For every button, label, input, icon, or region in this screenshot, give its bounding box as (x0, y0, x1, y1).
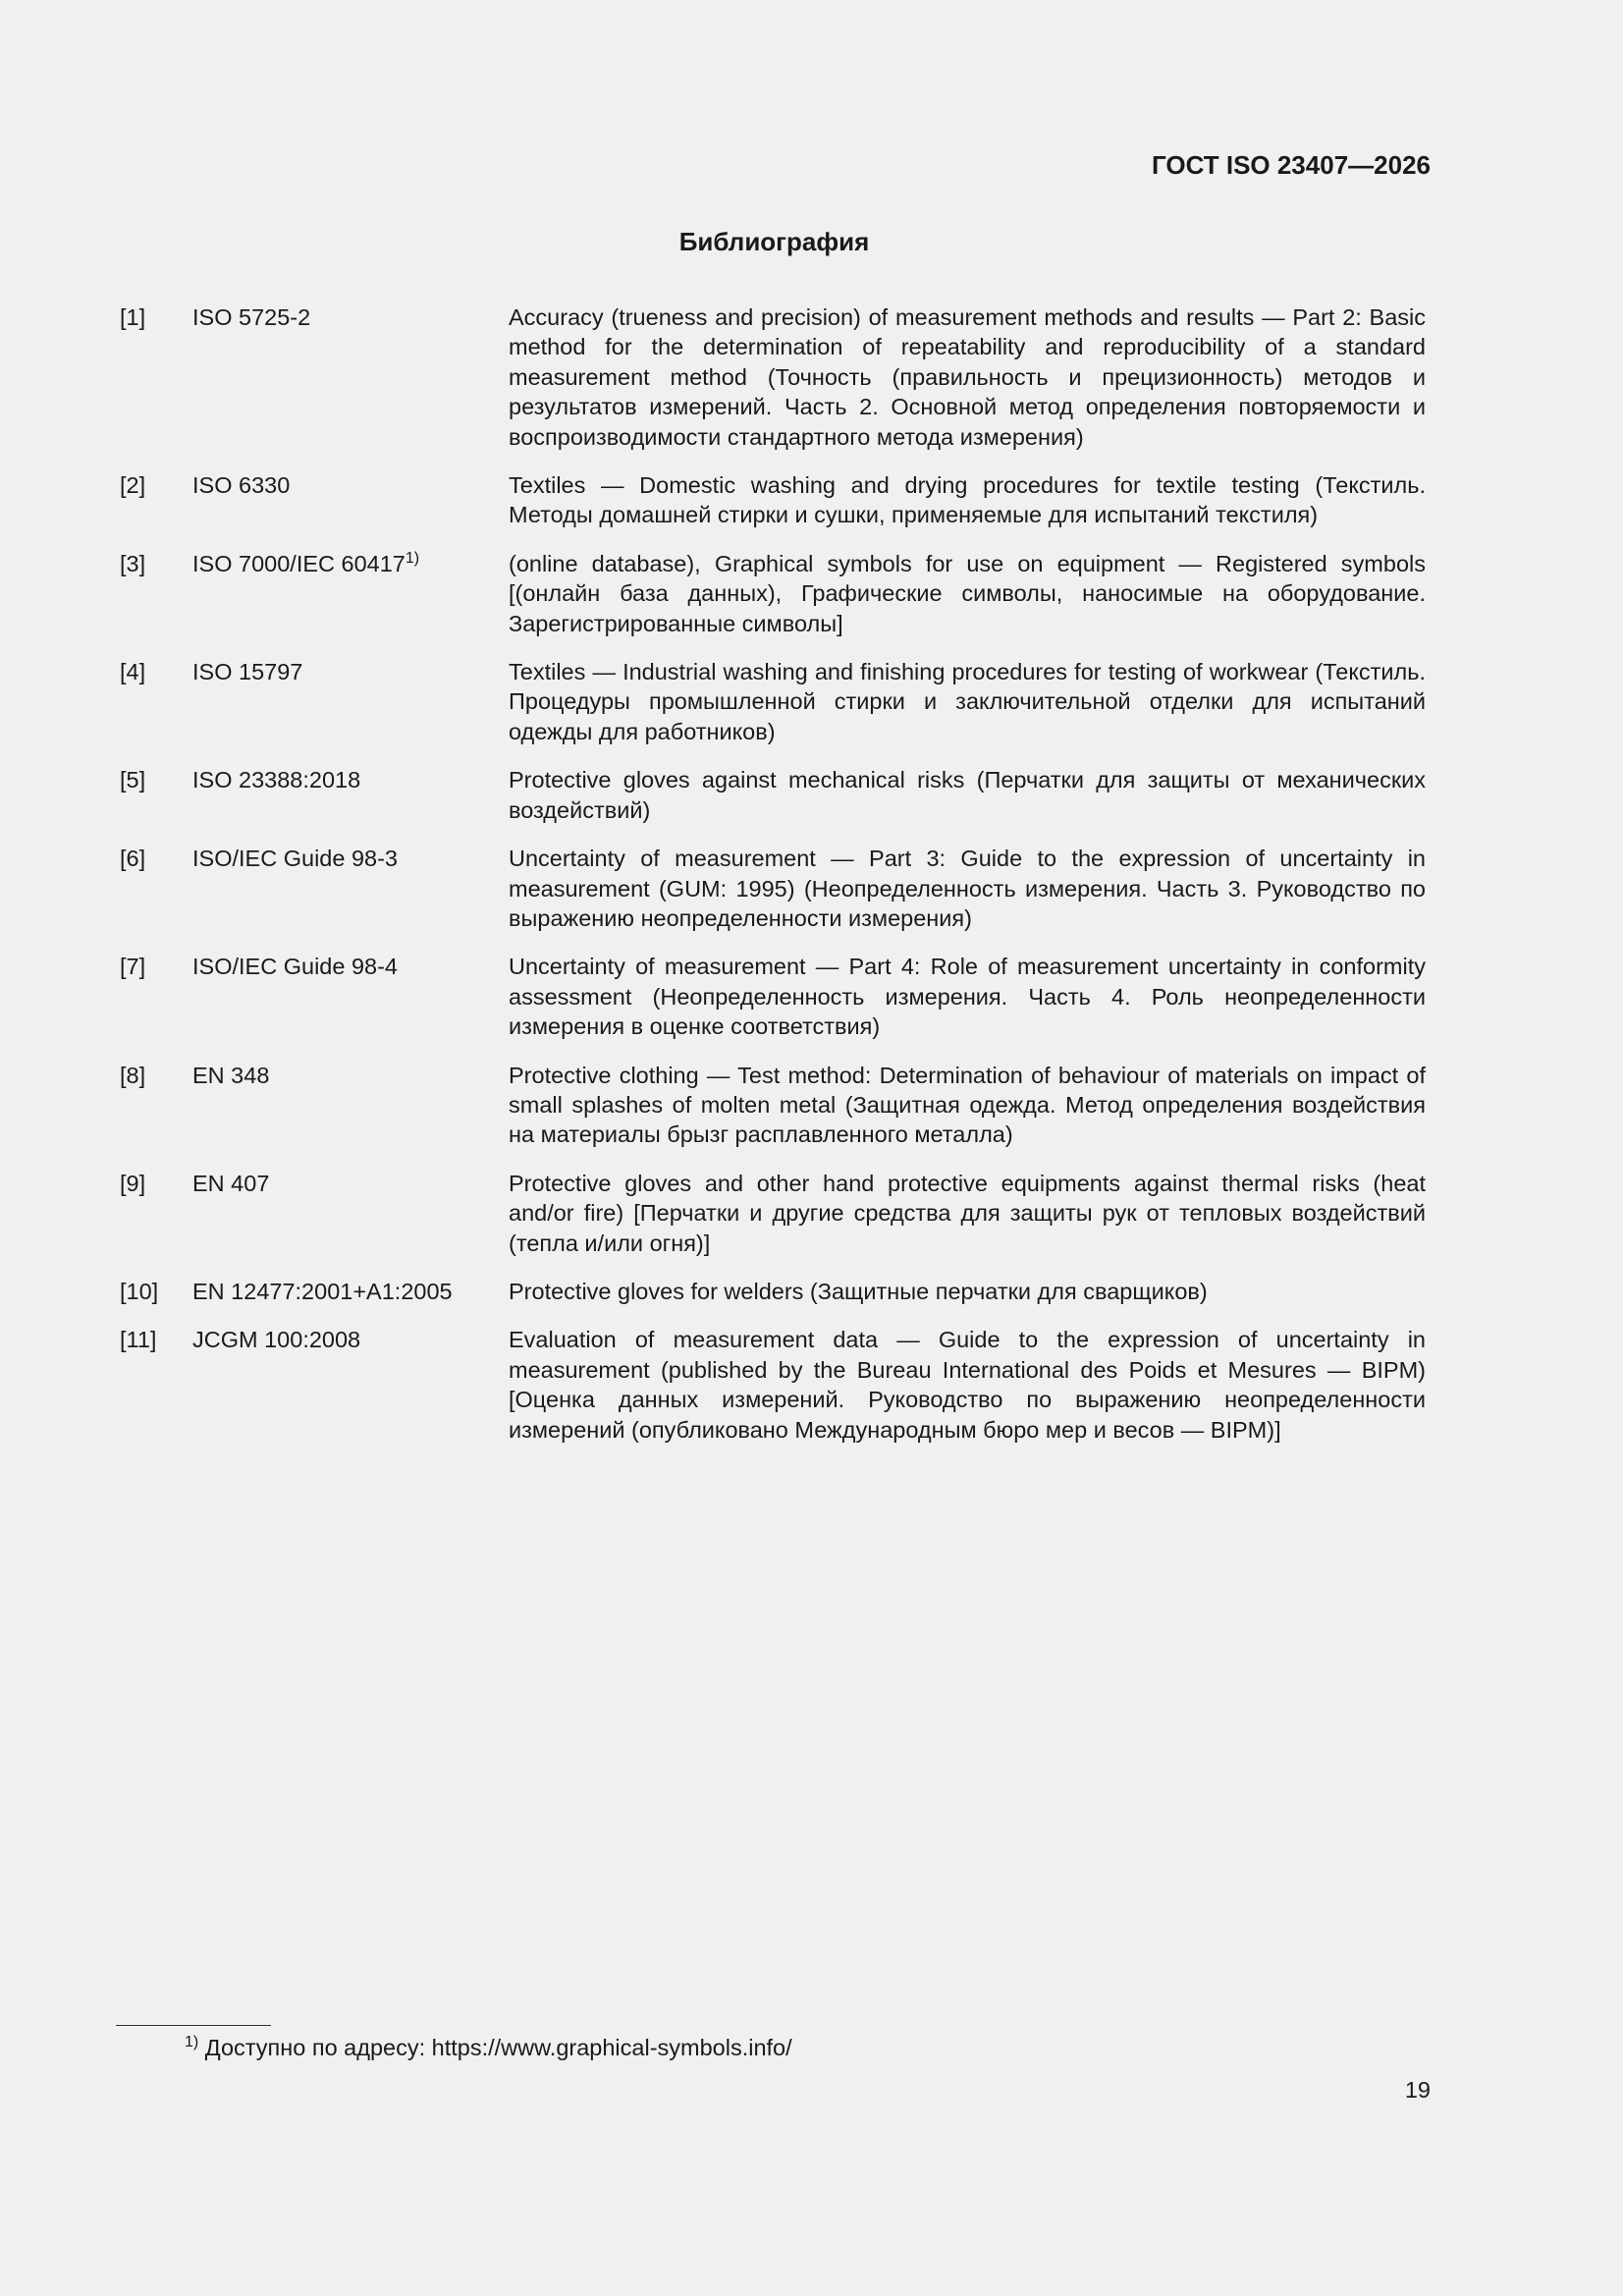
footnote (185, 2031, 792, 2064)
entry-code (192, 1169, 269, 1198)
entry-code-text: ISO 15797 (192, 659, 303, 685)
footnote-marker: 1) (185, 2034, 199, 2051)
entry-code (192, 844, 398, 873)
entry-description: Uncertainty of measurement — Part 3: Guide to the expression of uncertainty in measurement (GUM: 1995) (Неопределенность измерения. Часть 3. Руководство по выражению неопределенности измерения) (509, 846, 1426, 931)
entry-code (192, 470, 290, 500)
bibliography-list (120, 302, 1426, 1463)
entry-description: Protective gloves for welders (Защитные перчатки для сварщиков) (509, 1278, 1208, 1304)
bibliography-entry-4 (120, 657, 1426, 746)
bibliography-entry-7 (120, 952, 1426, 1041)
entry-code (192, 1277, 453, 1306)
entry-description: Protective clothing — Test method: Determination of behaviour of materials on impact of small splashes of molten metal (Защитная одежда. Метод определения воздействия на материалы брызг расплавленного металла) (509, 1062, 1426, 1148)
bibliography-entry-3 (120, 549, 1426, 638)
entry-number: [3] (120, 550, 146, 576)
bibliography-entry-2 (120, 470, 1426, 530)
entry-description: Protective gloves and other hand protective equipments against thermal risks (heat and/or fire) [Перчатки и другие средства для защиты рук от тепловых воздействий (тепла и/или огня)] (509, 1170, 1426, 1256)
entry-number: [8] (120, 1062, 146, 1088)
footnote-reference: 1) (405, 550, 420, 568)
entry-code (192, 549, 419, 578)
entry-code-text: JCGM 100:2008 (192, 1327, 361, 1353)
entry-description: Textiles — Domestic washing and drying procedures for textile testing (Текстиль. Методы домашней стирки и сушки, применяемые для испытаний текстиля) (509, 472, 1426, 528)
bibliography-entry-1 (120, 302, 1426, 452)
entry-code (192, 765, 360, 794)
entry-code (192, 302, 310, 332)
entry-number: [5] (120, 767, 146, 793)
page-title: Библиография (678, 227, 870, 256)
entry-code-text: ISO 6330 (192, 472, 291, 499)
bibliography-entry-9 (120, 1169, 1426, 1258)
entry-number: [4] (120, 659, 146, 685)
bibliography-entry-10 (120, 1277, 1426, 1306)
entry-code (192, 952, 398, 981)
document-standard-number: ГОСТ ISO 23407—2026 (1151, 150, 1431, 180)
bibliography-entry-8 (120, 1061, 1426, 1150)
entry-number: [10] (120, 1278, 159, 1304)
entry-number: [2] (120, 472, 146, 499)
entry-code-text: ISO 23388:2018 (192, 767, 361, 793)
footnote-text: Доступно по адресу: https://www.graphical-symbols.info/ (198, 2035, 792, 2060)
footnote-divider (116, 2025, 271, 2026)
entry-code (192, 657, 302, 686)
bibliography-entry-11 (120, 1325, 1426, 1445)
entry-code-text: EN 407 (192, 1170, 270, 1196)
entry-code (192, 1325, 360, 1354)
entry-code-text: ISO/IEC Guide 98-3 (192, 846, 398, 872)
entry-description: Accuracy (trueness and precision) of measurement methods and results — Part 2: Basic method for the determination of repeatability and reproducibility of a standard measurement method (Точность (правильность и прецизионность) методов и результатов измерений. Часть 2. Основной метод определения повторяемости и воспроизводимости стандартного метода измерения) (509, 304, 1426, 450)
bibliography-entry-5 (120, 765, 1426, 825)
entry-description: Uncertainty of measurement — Part 4: Role of measurement uncertainty in conformity assessment (Неопределенность измерения. Часть 4. Роль неопределенности измерения в оценке соответствия) (509, 954, 1426, 1040)
entry-code-text: EN 12477:2001+A1:2005 (192, 1278, 453, 1304)
page-number: 19 (1404, 2077, 1431, 2103)
entry-code-text: EN 348 (192, 1062, 270, 1088)
entry-number: [6] (120, 846, 146, 872)
entry-description: (online database), Graphical symbols for use on equipment — Registered symbols [(онлайн база данных), Графические символы, наносимые на оборудование. Зарегистрированные символы] (509, 550, 1426, 636)
bibliography-entry-6 (120, 844, 1426, 933)
entry-number: [11] (120, 1327, 157, 1353)
entry-description: Protective gloves against mechanical risks (Перчатки для защиты от механических воздействий) (509, 767, 1426, 823)
entry-description: Evaluation of measurement data — Guide to the expression of uncertainty in measurement (published by the Bureau International des Poids et Mesures — BIPM) [Оценка данных измерений. Руководство по выражению неопределенности измерений (опубликовано Международным бюро мер и весов — BIPM)] (509, 1327, 1426, 1443)
entry-number: [1] (120, 304, 146, 330)
entry-number: [9] (120, 1170, 146, 1196)
entry-code-text: ISO 7000/IEC 60417 (192, 550, 406, 576)
entry-code (192, 1061, 269, 1090)
entry-code-text: ISO/IEC Guide 98-4 (192, 954, 398, 980)
entry-code-text: ISO 5725-2 (192, 304, 311, 330)
entry-number: [7] (120, 954, 146, 980)
entry-description: Textiles — Industrial washing and finishing procedures for testing of workwear (Текстиль. Процедуры промышленной стирки и заключительной отделки для испытаний одежды для работников) (509, 659, 1426, 744)
